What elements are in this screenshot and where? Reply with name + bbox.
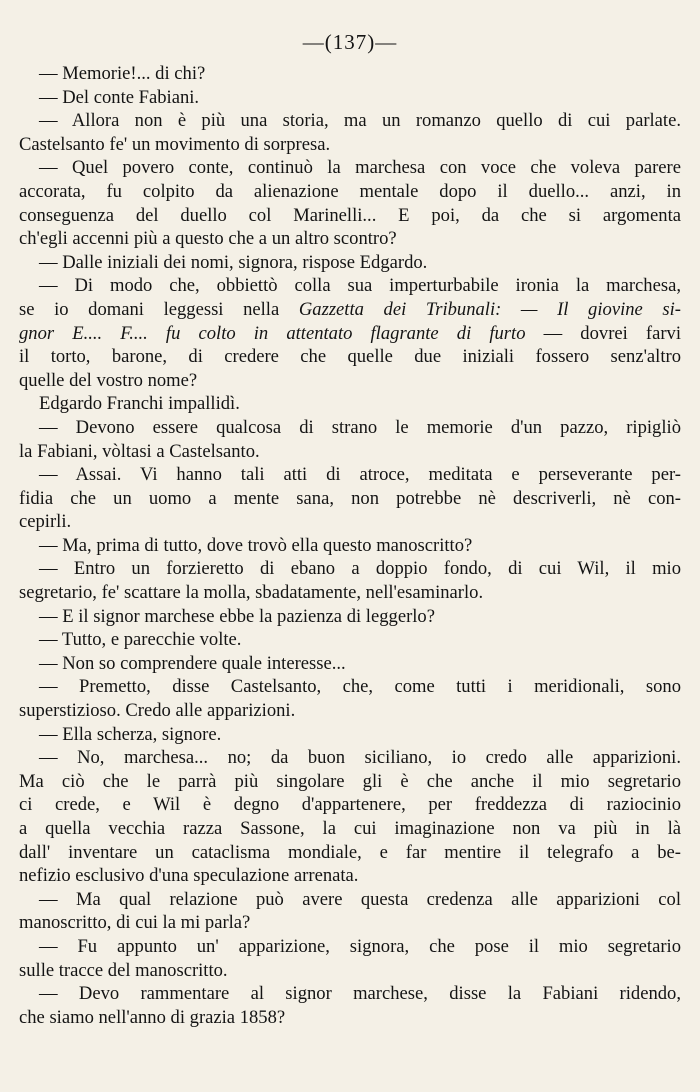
text-segment: — Quel povero conte, continuò la marchesa con voce che voleva parere [39,157,681,179]
text-line [19,487,681,511]
text-segment: dall' inventare un cataclisma mondiale, e far mentire il telegrafo a be- [19,841,681,863]
text-line [19,510,681,534]
text-line [19,959,681,983]
text-line [19,274,681,298]
text-line [19,935,681,959]
page-number: —(137)— [302,30,398,54]
text-segment: — No, marchesa... no; da buon siciliano, io credo alle apparizioni. [39,747,681,769]
text-segment: segretario, fe' scattare la molla, sbadatamente, nell'esaminarlo. [19,582,484,604]
text-line [19,463,681,487]
text-line [19,746,681,770]
text-segment: che siamo nell'anno di grazia 1858? [19,1006,286,1028]
text-line [19,770,681,794]
text-line [19,841,681,865]
text-line [19,204,681,228]
text-line [19,605,681,629]
text-segment: — Allora non è più una storia, ma un romanzo quello di cui parlate. [39,110,681,132]
text-segment: conseguenza del duello col Marinelli... E poi, da che si argomenta [19,204,681,226]
text-line [19,369,681,393]
text-segment: a quella vecchia razza Sassone, la cui imaginazione non va più in là [19,818,681,839]
text-segment: — Assai. Vi hanno tali atti di atroce, meditata e perseverante per- [39,464,681,486]
text-segment: — Non so comprendere quale interesse... [39,652,346,674]
text-line [19,864,681,888]
text-segment: — Devono essere qualcosa di strano le memorie d'un pazzo, ripigliò [39,416,681,438]
text-segment: accorata, fu colpito da alienazione mentale dopo il duello... anzi, in [19,180,681,202]
text-segment: — Ella scherza, signore. [39,723,222,745]
text-line [19,888,681,912]
text-segment: gnor E.... F.... fu colto in attentato flagrante di furto [19,322,526,344]
text-segment: — Fu appunto un' apparizione, signora, che pose il mio segretario [39,935,681,957]
text-segment: Gazzetta dei Tribunali: — Il giovine si- [298,298,681,320]
text-segment: Ma ciò che le parrà più singolare gli è che anche il mio segretario [19,770,681,792]
text-segment: Edgardo Franchi impallidì. [39,393,240,415]
text-segment: cepirli. [19,511,72,533]
text-segment: fidia che un uomo a mente sana, non potrebbe nè descriverli, nè con- [19,487,681,509]
text-line [19,699,681,723]
text-segment: manoscritto, di cui la mi parla? [19,912,251,934]
text-segment: — Entro un forzieretto di ebano a doppio fondo, di cui Wil, il mio [39,558,681,580]
text-line [19,62,681,86]
text-segment: — Del conte Fabiani. [39,86,200,108]
text-line [19,109,681,133]
text-line [19,180,681,204]
text-line [19,440,681,464]
text-line [19,322,681,346]
text-segment: la Fabiani, vòltasi a Castelsanto. [19,440,260,462]
text-line [19,911,681,935]
text-line [19,416,681,440]
page-body-text [19,62,681,1029]
text-line [19,534,681,558]
text-segment: se io domani leggessi nella [19,298,299,320]
text-line [19,652,681,676]
text-line [19,133,681,157]
text-segment: — Ma qual relazione può avere questa credenza alle apparizioni col [39,888,681,910]
text-segment: il torto, barone, di credere che quelle due iniziali fossero senz'altro [19,346,681,368]
text-segment: — E il signor marchese ebbe la pazienza di leggerlo? [39,605,435,627]
text-segment: quelle del vostro nome? [19,369,198,391]
text-line [19,817,681,841]
text-line [19,251,681,275]
text-line [19,298,681,322]
text-segment: — Devo rammentare al signor marchese, disse la Fabiani ridendo, [39,983,681,1005]
text-line [19,628,681,652]
text-segment: — dovrei farvi [525,322,681,344]
text-line [19,86,681,110]
text-line [19,723,681,747]
text-line [19,392,681,416]
text-segment: sulle tracce del manoscritto. [19,959,228,981]
text-line [19,156,681,180]
text-line [19,793,681,817]
text-segment: Castelsanto fe' un movimento di sorpresa. [19,133,331,155]
text-line [19,1006,681,1030]
text-segment: — Premetto, disse Castelsanto, che, come tutti i meridionali, sono [39,676,681,698]
text-segment: nefizio esclusivo d'una speculazione arrenata. [19,865,359,887]
text-segment: — Ma, prima di tutto, dove trovò ella questo manoscritto? [39,534,473,556]
text-line [19,557,681,581]
text-line [19,675,681,699]
text-segment: — Memorie!... di chi? [39,63,206,84]
text-segment: ch'egli accenni più a questo che a un altro scontro? [19,228,397,250]
text-line [19,227,681,251]
text-line [19,581,681,605]
text-segment: ci crede, e Wil è degno d'appartenere, per freddezza di raziocinio [19,794,681,816]
text-segment: superstizioso. Credo alle apparizioni. [19,700,296,722]
text-segment: — Tutto, e parecchie volte. [39,629,242,651]
text-segment: — Di modo che, obbiettò colla sua imperturbabile ironia la marchesa, [39,275,681,297]
text-segment: — Dalle iniziali dei nomi, signora, rispose Edgardo. [39,251,428,273]
text-line [19,345,681,369]
text-line [19,982,681,1006]
